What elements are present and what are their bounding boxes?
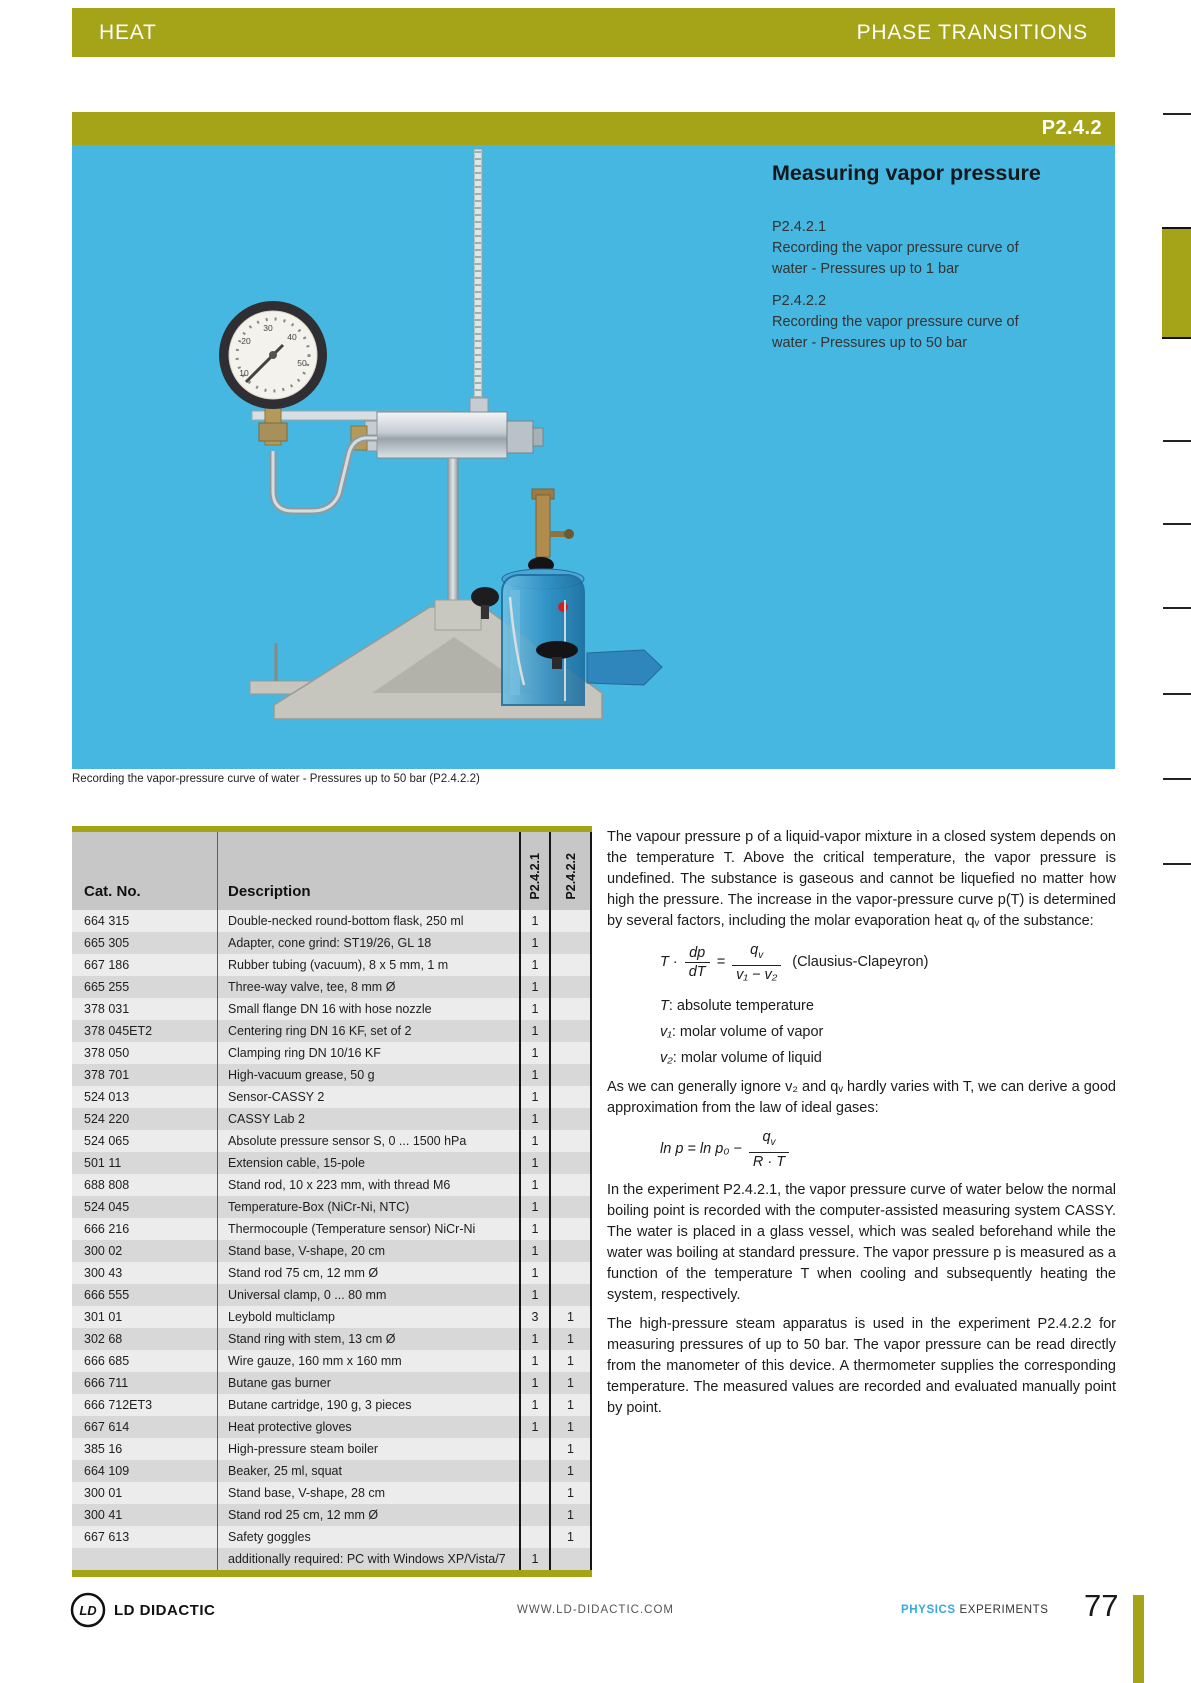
table-cell-q1: 1 <box>521 1284 551 1306</box>
hero-title: Measuring vapor pressure <box>772 161 1041 185</box>
table-cell-cat: 300 41 <box>72 1504 218 1526</box>
experiment-line: water - Pressures up to 1 bar <box>772 261 959 277</box>
experiment-code: P2.4.2.1 <box>772 219 827 235</box>
table-cell-cat: 301 01 <box>72 1306 218 1328</box>
table-row <box>72 1020 592 1042</box>
article <box>607 827 1116 1420</box>
experiment-line: water - Pressures up to 50 bar <box>772 335 968 351</box>
table-cell-cat: 667 186 <box>72 954 218 976</box>
table-cell-cat: 667 614 <box>72 1416 218 1438</box>
table-cell-cat: 378 701 <box>72 1064 218 1086</box>
table-row <box>72 1526 592 1548</box>
table-cell-q1: 1 <box>521 1394 551 1416</box>
table-cell-desc: Extension cable, 15-pole <box>218 1152 521 1174</box>
table-cell-q2 <box>551 1284 592 1306</box>
table-row <box>72 1328 592 1350</box>
table-row <box>72 1548 592 1570</box>
table-row <box>72 1460 592 1482</box>
table-row <box>72 1482 592 1504</box>
gauge-label: 10 <box>239 368 249 378</box>
table-cell-q1 <box>521 1460 551 1482</box>
table-cell-cat: 378 050 <box>72 1042 218 1064</box>
crop-mark <box>1163 693 1191 695</box>
table-cell-q2 <box>551 954 592 976</box>
series-secondary: EXPERIMENTS <box>959 1604 1049 1616</box>
table-cell-q1: 3 <box>521 1306 551 1328</box>
apparatus-illustration <box>132 145 692 769</box>
table-cell-desc: Stand base, V-shape, 28 cm <box>218 1482 521 1504</box>
table-cell-q2 <box>551 1174 592 1196</box>
formula-definitions <box>660 993 1116 1071</box>
table-cell-q2 <box>551 998 592 1020</box>
table-cell-cat: 665 305 <box>72 932 218 954</box>
table-cell-q1: 1 <box>521 1020 551 1042</box>
footer-url: WWW.LD-DIDACTIC.COM <box>517 1604 674 1616</box>
table-cell-q1: 1 <box>521 954 551 976</box>
table-cell-desc: Beaker, 25 ml, squat <box>218 1460 521 1482</box>
table-cell-cat: 524 045 <box>72 1196 218 1218</box>
table-cell-q2: 1 <box>551 1482 592 1504</box>
table-cell-q2: 1 <box>551 1394 592 1416</box>
table-cell-q1: 1 <box>521 1130 551 1152</box>
table-row <box>72 1196 592 1218</box>
table-row <box>72 1240 592 1262</box>
table-cell-desc: Double-necked round-bottom flask, 250 ml <box>218 910 521 932</box>
table-cell-q1: 1 <box>521 1328 551 1350</box>
cartridge-logo <box>558 602 568 612</box>
table-cell-q1 <box>521 1526 551 1548</box>
table-cell-desc: Stand base, V-shape, 20 cm <box>218 1240 521 1262</box>
table-cell-desc: Stand rod 25 cm, 12 mm Ø <box>218 1504 521 1526</box>
table-cell-q2: 1 <box>551 1350 592 1372</box>
table-row <box>72 954 592 976</box>
series-primary: PHYSICS <box>901 1604 956 1616</box>
fraction: $\frac{dp}{dT}$ <box>685 944 710 981</box>
table-cell-q2: 1 <box>551 1306 592 1328</box>
experiment-line: Recording the vapor pressure curve of <box>772 314 1019 330</box>
table-cell-cat: 501 11 <box>72 1152 218 1174</box>
table-cell-cat: 300 43 <box>72 1262 218 1284</box>
table-bottom-rule <box>72 1570 592 1577</box>
crop-mark <box>1163 113 1191 115</box>
table-cell-desc: Thermocouple (Temperature sensor) NiCr-Ni <box>218 1218 521 1240</box>
table-row <box>72 1064 592 1086</box>
table-cell-q1: 1 <box>521 1152 551 1174</box>
table-cell-q1: 1 <box>521 1108 551 1130</box>
table-cell-desc: CASSY Lab 2 <box>218 1108 521 1130</box>
table-cell-q1: 1 <box>521 1548 551 1570</box>
gauge-label: 20 <box>241 336 251 346</box>
table-cell-desc: High-vacuum grease, 50 g <box>218 1064 521 1086</box>
gauge-label: 50 <box>297 358 307 368</box>
stand-rod <box>448 458 458 608</box>
experiment-item <box>772 217 1102 280</box>
formula-token: ln p = ln p₀ − <box>660 1141 742 1158</box>
table-cell-cat: 664 109 <box>72 1460 218 1482</box>
table-row <box>72 1350 592 1372</box>
table-cell-cat: 666 555 <box>72 1284 218 1306</box>
table-cell-q1: 1 <box>521 1372 551 1394</box>
table-cell-desc: Leybold multiclamp <box>218 1306 521 1328</box>
table-cell-cat: 666 712ET3 <box>72 1394 218 1416</box>
table-cell-cat: 664 315 <box>72 910 218 932</box>
brand-name: LD DIDACTIC <box>114 1601 216 1619</box>
table-row <box>72 1130 592 1152</box>
table-cell-cat: 524 013 <box>72 1086 218 1108</box>
table-cell-q1: 1 <box>521 1350 551 1372</box>
table-cell-q1: 1 <box>521 976 551 998</box>
holder-bracket <box>587 650 662 685</box>
table-cell-q1 <box>521 1482 551 1504</box>
table-cell-q2 <box>551 1196 592 1218</box>
table-row <box>72 1108 592 1130</box>
footer-series <box>901 1604 1049 1616</box>
page-number: 77 <box>1084 1588 1119 1623</box>
table-cell-q2: 1 <box>551 1328 592 1350</box>
crop-mark <box>1163 863 1191 865</box>
table-cell-q2 <box>551 976 592 998</box>
table-cell-q2: 1 <box>551 1526 592 1548</box>
header-bar <box>72 8 1115 57</box>
column-header-exp2: P2.4.2.2 <box>563 853 578 900</box>
table-cell-q2 <box>551 932 592 954</box>
table-row <box>72 1394 592 1416</box>
table-cell-desc: Heat protective gloves <box>218 1416 521 1438</box>
table-cell-q1: 1 <box>521 1174 551 1196</box>
table-cell-q1: 1 <box>521 1240 551 1262</box>
crop-mark <box>1163 440 1191 442</box>
table-cell-q2 <box>551 1240 592 1262</box>
table-row <box>72 1438 592 1460</box>
table-cell-q1: 1 <box>521 1262 551 1284</box>
table-row <box>72 1372 592 1394</box>
header-section: PHASE TRANSITIONS <box>856 20 1088 44</box>
table-cell-desc: Small flange DN 16 with hose nozzle <box>218 998 521 1020</box>
table-cell-q1 <box>521 1504 551 1526</box>
table-cell-desc: Three-way valve, tee, 8 mm Ø <box>218 976 521 998</box>
paragraph: In the experiment P2.4.2.1, the vapor pressure curve of water below the normal boiling point is recorded with the computer-assisted measuring system CASSY. The water is placed in a glass vessel, which was sealed beforehand while the water was boiling at standard pressure. The vapor pressure p is measured as a function of the temperature T when cooling and subsequently heating the system, respectively. <box>607 1181 1116 1303</box>
table-cell-desc: Safety goggles <box>218 1526 521 1548</box>
section-code-bar <box>72 112 1115 145</box>
table-cell-cat <box>72 1548 218 1570</box>
table-cell-q2: 1 <box>551 1504 592 1526</box>
chapter-tab <box>1162 227 1191 339</box>
table-row <box>72 1504 592 1526</box>
table-cell-desc: Wire gauze, 160 mm x 160 mm <box>218 1350 521 1372</box>
table-cell-desc: Stand rod, 10 x 223 mm, with thread M6 <box>218 1174 521 1196</box>
table-cell-q2: 1 <box>551 1460 592 1482</box>
formula-ideal-gas <box>660 1128 1116 1171</box>
experiment-line: Recording the vapor pressure curve of <box>772 240 1019 256</box>
table-cell-cat: 378 031 <box>72 998 218 1020</box>
table-cell-cat: 524 220 <box>72 1108 218 1130</box>
steam-boiler-cylinder <box>351 398 543 458</box>
crop-mark <box>1163 778 1191 780</box>
table-row <box>72 1218 592 1240</box>
table-cell-q2 <box>551 1262 592 1284</box>
table-cell-q2: 1 <box>551 1438 592 1460</box>
table-row <box>72 910 592 932</box>
table-cell-cat: 524 065 <box>72 1130 218 1152</box>
table-row <box>72 1416 592 1438</box>
column-header-cat: Cat. No. <box>72 832 218 910</box>
table-cell-cat: 302 68 <box>72 1328 218 1350</box>
definition-line: v₁: molar volume of vapor <box>660 1023 824 1040</box>
table-cell-cat: 666 711 <box>72 1372 218 1394</box>
table-cell-q1 <box>521 1438 551 1460</box>
table-cell-q1: 1 <box>521 932 551 954</box>
table-cell-q2 <box>551 910 592 932</box>
table-cell-desc: additionally required: PC with Windows XP/Vista/7 <box>218 1548 521 1570</box>
fraction: $\frac{q_v}{\text{v₁ − v₂}}$ <box>732 941 781 984</box>
table-cell-q1: 1 <box>521 1086 551 1108</box>
table-cell-q2: 1 <box>551 1372 592 1394</box>
butane-cartridge <box>502 569 584 705</box>
table-cell-q2 <box>551 1218 592 1240</box>
table-cell-desc: Absolute pressure sensor S, 0 ... 1500 hPa <box>218 1130 521 1152</box>
definition-line: v₂: molar volume of liquid <box>660 1049 822 1066</box>
table-cell-desc: Sensor-CASSY 2 <box>218 1086 521 1108</box>
column-header-exp1: P2.4.2.1 <box>528 853 542 900</box>
table-cell-q1: 1 <box>521 1042 551 1064</box>
paragraph: As we can generally ignore v₂ and qᵥ hardly varies with T, we can derive a good approximation from the law of ideal gases: <box>607 1078 1116 1116</box>
experiment-item <box>772 291 1102 354</box>
table-cell-q1: 1 <box>521 910 551 932</box>
table-cell-desc: Stand rod 75 cm, 12 mm Ø <box>218 1262 521 1284</box>
thermometer <box>474 149 482 405</box>
table-cell-q2 <box>551 1548 592 1570</box>
table-cell-q2 <box>551 1130 592 1152</box>
table-row <box>72 932 592 954</box>
table-cell-q1: 1 <box>521 1218 551 1240</box>
table-row <box>72 1262 592 1284</box>
table-row <box>72 976 592 998</box>
pressure-gauge <box>219 301 327 445</box>
formula-token: T · <box>660 954 678 971</box>
table-cell-q1: 1 <box>521 1416 551 1438</box>
footer-accent-bar <box>1133 1595 1144 1683</box>
table-cell-q2: 1 <box>551 1416 592 1438</box>
gauge-label: 40 <box>287 332 297 342</box>
gauge-label: 30 <box>263 323 273 333</box>
table-cell-cat: 300 02 <box>72 1240 218 1262</box>
table-cell-cat: 666 216 <box>72 1218 218 1240</box>
definition-line: T: absolute temperature <box>660 997 814 1014</box>
crop-mark <box>1163 523 1191 525</box>
table-cell-desc: Stand ring with stem, 13 cm Ø <box>218 1328 521 1350</box>
table-cell-q2 <box>551 1064 592 1086</box>
table-row <box>72 1174 592 1196</box>
table-cell-q2 <box>551 1020 592 1042</box>
hero-image <box>72 145 1115 769</box>
table-cell-desc: Adapter, cone grind: ST19/26, GL 18 <box>218 932 521 954</box>
table-cell-desc: Temperature-Box (NiCr-Ni, NTC) <box>218 1196 521 1218</box>
header-chapter: HEAT <box>99 20 157 44</box>
formula-token: = <box>716 954 726 971</box>
experiment-code: P2.4.2.2 <box>772 293 827 309</box>
section-code: P2.4.2 <box>1041 117 1102 139</box>
table-cell-desc: High-pressure steam boiler <box>218 1438 521 1460</box>
table-cell-cat: 665 255 <box>72 976 218 998</box>
table-cell-q2 <box>551 1152 592 1174</box>
table-row <box>72 1284 592 1306</box>
table-cell-desc: Clamping ring DN 10/16 KF <box>218 1042 521 1064</box>
table-cell-cat: 300 01 <box>72 1482 218 1504</box>
paragraph: The high-pressure steam apparatus is used in the experiment P2.4.2.2 for measuring pressures of up to 50 bar. The vapor pressure can be read directly from the manometer of this device. A thermometer supplies the corresponding temperature. The measured values are recorded and evaluated manually point by point. <box>607 1315 1116 1416</box>
crop-mark <box>1163 607 1191 609</box>
table-row <box>72 1086 592 1108</box>
table-row <box>72 1042 592 1064</box>
table-cell-cat: 385 16 <box>72 1438 218 1460</box>
table-header <box>72 832 592 910</box>
table-row <box>72 998 592 1020</box>
table-row <box>72 1306 592 1328</box>
table-cell-q1: 1 <box>521 1196 551 1218</box>
image-caption: Recording the vapor-pressure curve of water - Pressures up to 50 bar (P2.4.2.2) <box>72 773 480 785</box>
table-cell-cat: 378 045ET2 <box>72 1020 218 1042</box>
table-cell-desc: Universal clamp, 0 ... 80 mm <box>218 1284 521 1306</box>
formula-clausius-clapeyron <box>660 941 1116 984</box>
parts-table-rows <box>72 910 592 1570</box>
table-cell-desc: Butane cartridge, 190 g, 3 pieces <box>218 1394 521 1416</box>
parts-table <box>72 826 592 1577</box>
table-cell-q2 <box>551 1108 592 1130</box>
table-cell-q1: 1 <box>521 1064 551 1086</box>
table-cell-q2 <box>551 1086 592 1108</box>
formula-note: (Clausius-Clapeyron) <box>792 954 929 971</box>
table-cell-q1: 1 <box>521 998 551 1020</box>
table-cell-desc: Rubber tubing (vacuum), 8 x 5 mm, 1 m <box>218 954 521 976</box>
table-cell-cat: 666 685 <box>72 1350 218 1372</box>
table-cell-desc: Centering ring DN 16 KF, set of 2 <box>218 1020 521 1042</box>
fraction: $\frac{q_v}{R \cdot T}$ <box>749 1128 789 1171</box>
table-row <box>72 1152 592 1174</box>
table-cell-q2 <box>551 1042 592 1064</box>
svg-text:LD: LD <box>79 1603 97 1618</box>
table-cell-desc: Butane gas burner <box>218 1372 521 1394</box>
column-header-desc: Description <box>218 832 521 910</box>
table-cell-cat: 688 808 <box>72 1174 218 1196</box>
paragraph: The vapour pressure p of a liquid-vapor mixture in a closed system depends on the temperature T. Above the critical temperature, the vapor pressure is undefined. The substance is gaseous and cannot be liquefied no matter how high the pressure. The increase in the vapor-pressure curve p(T) is determined by several factors, including the molar evaporation heat qᵥ of the substance: <box>607 829 1116 929</box>
table-cell-cat: 667 613 <box>72 1526 218 1548</box>
